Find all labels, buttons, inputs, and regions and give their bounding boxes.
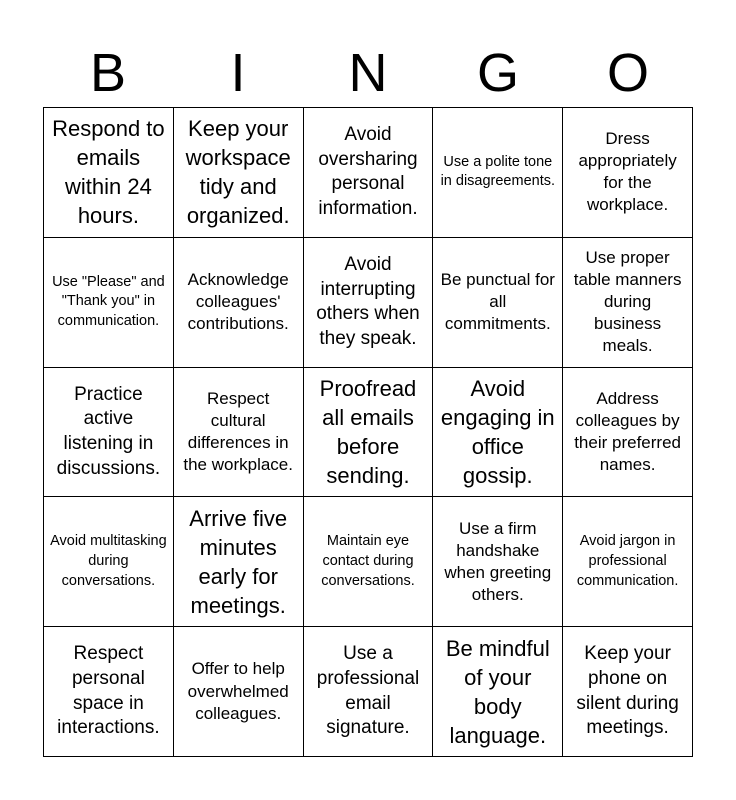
bingo-cell[interactable]: [44, 497, 174, 627]
cell-text: Keep your workspace tidy and organized.: [185, 116, 291, 229]
cell-text: Avoid interrupting others when they speak.: [316, 253, 420, 349]
bingo-cell[interactable]: [563, 108, 693, 238]
cell-text: Use a professional email signature.: [316, 643, 420, 739]
header-letter-o: O: [606, 43, 649, 103]
cell-text: Respect personal space in interactions.: [57, 643, 160, 739]
bingo-cell[interactable]: [44, 238, 174, 368]
cell-text: Use a polite tone in disagreements.: [440, 153, 556, 190]
bingo-cell[interactable]: [304, 368, 434, 498]
bingo-cell[interactable]: [304, 108, 434, 238]
cell-text: Be mindful of your body language.: [445, 635, 550, 748]
header-letter-i: I: [230, 43, 246, 103]
bingo-cell[interactable]: [44, 368, 174, 498]
header-letter-b: B: [89, 43, 127, 103]
bingo-cell[interactable]: [174, 627, 304, 757]
cell-text: Use "Please" and "Thank you" in communication.: [52, 273, 165, 329]
cell-text: Avoid jargon in professional communication.: [576, 533, 679, 589]
bingo-cell[interactable]: [174, 108, 304, 238]
bingo-cell[interactable]: [563, 368, 693, 498]
bingo-cell[interactable]: [44, 627, 174, 757]
bingo-cell[interactable]: [433, 627, 563, 757]
cell-text: Use proper table manners during business meals.: [573, 247, 682, 356]
bingo-cell[interactable]: [433, 238, 563, 368]
cell-text: Address colleagues by their preferred names.: [574, 388, 681, 475]
bingo-cell[interactable]: [174, 368, 304, 498]
bingo-cell[interactable]: [174, 497, 304, 627]
bingo-cell[interactable]: [563, 497, 693, 627]
cell-text: Respect cultural differences in the workplace.: [183, 388, 293, 475]
cell-text: Practice active listening in discussions.: [56, 383, 161, 479]
bingo-cell[interactable]: [433, 368, 563, 498]
bingo-cell[interactable]: [304, 497, 434, 627]
bingo-cell[interactable]: [563, 627, 693, 757]
header-letter-g: G: [476, 43, 519, 103]
cell-text: Avoid multitasking during conversations.: [50, 533, 167, 589]
cell-text: Keep your phone on silent during meetings.: [576, 643, 679, 739]
header-letter-n: N: [348, 43, 388, 103]
cell-text: Avoid engaging in office gossip.: [440, 375, 555, 489]
bingo-cell[interactable]: [44, 108, 174, 238]
cell-text: Proofread all emails before sending.: [319, 375, 417, 489]
bingo-cell[interactable]: [174, 238, 304, 368]
cell-text: Respond to emails within 24 hours.: [52, 116, 165, 229]
cell-text: Acknowledge colleagues' contributions.: [187, 270, 289, 334]
cell-text: Avoid oversharing personal information.: [318, 124, 418, 220]
bingo-cell[interactable]: [433, 497, 563, 627]
cell-text: Dress appropriately for the workplace.: [578, 129, 677, 215]
bingo-header: [43, 40, 693, 106]
cell-text: Offer to help overwhelmed colleagues.: [187, 659, 289, 723]
bingo-cell[interactable]: [304, 627, 434, 757]
bingo-cell[interactable]: [433, 108, 563, 238]
bingo-cell[interactable]: [563, 238, 693, 368]
cell-text: Use a firm handshake when greeting others.: [444, 518, 552, 604]
bingo-grid: [43, 107, 693, 757]
cell-text: Maintain eye contact during conversations.: [321, 533, 415, 589]
bingo-cell[interactable]: [304, 238, 434, 368]
cell-text: Be punctual for all commitments.: [440, 270, 555, 334]
cell-text: Arrive five minutes early for meetings.: [189, 505, 288, 618]
